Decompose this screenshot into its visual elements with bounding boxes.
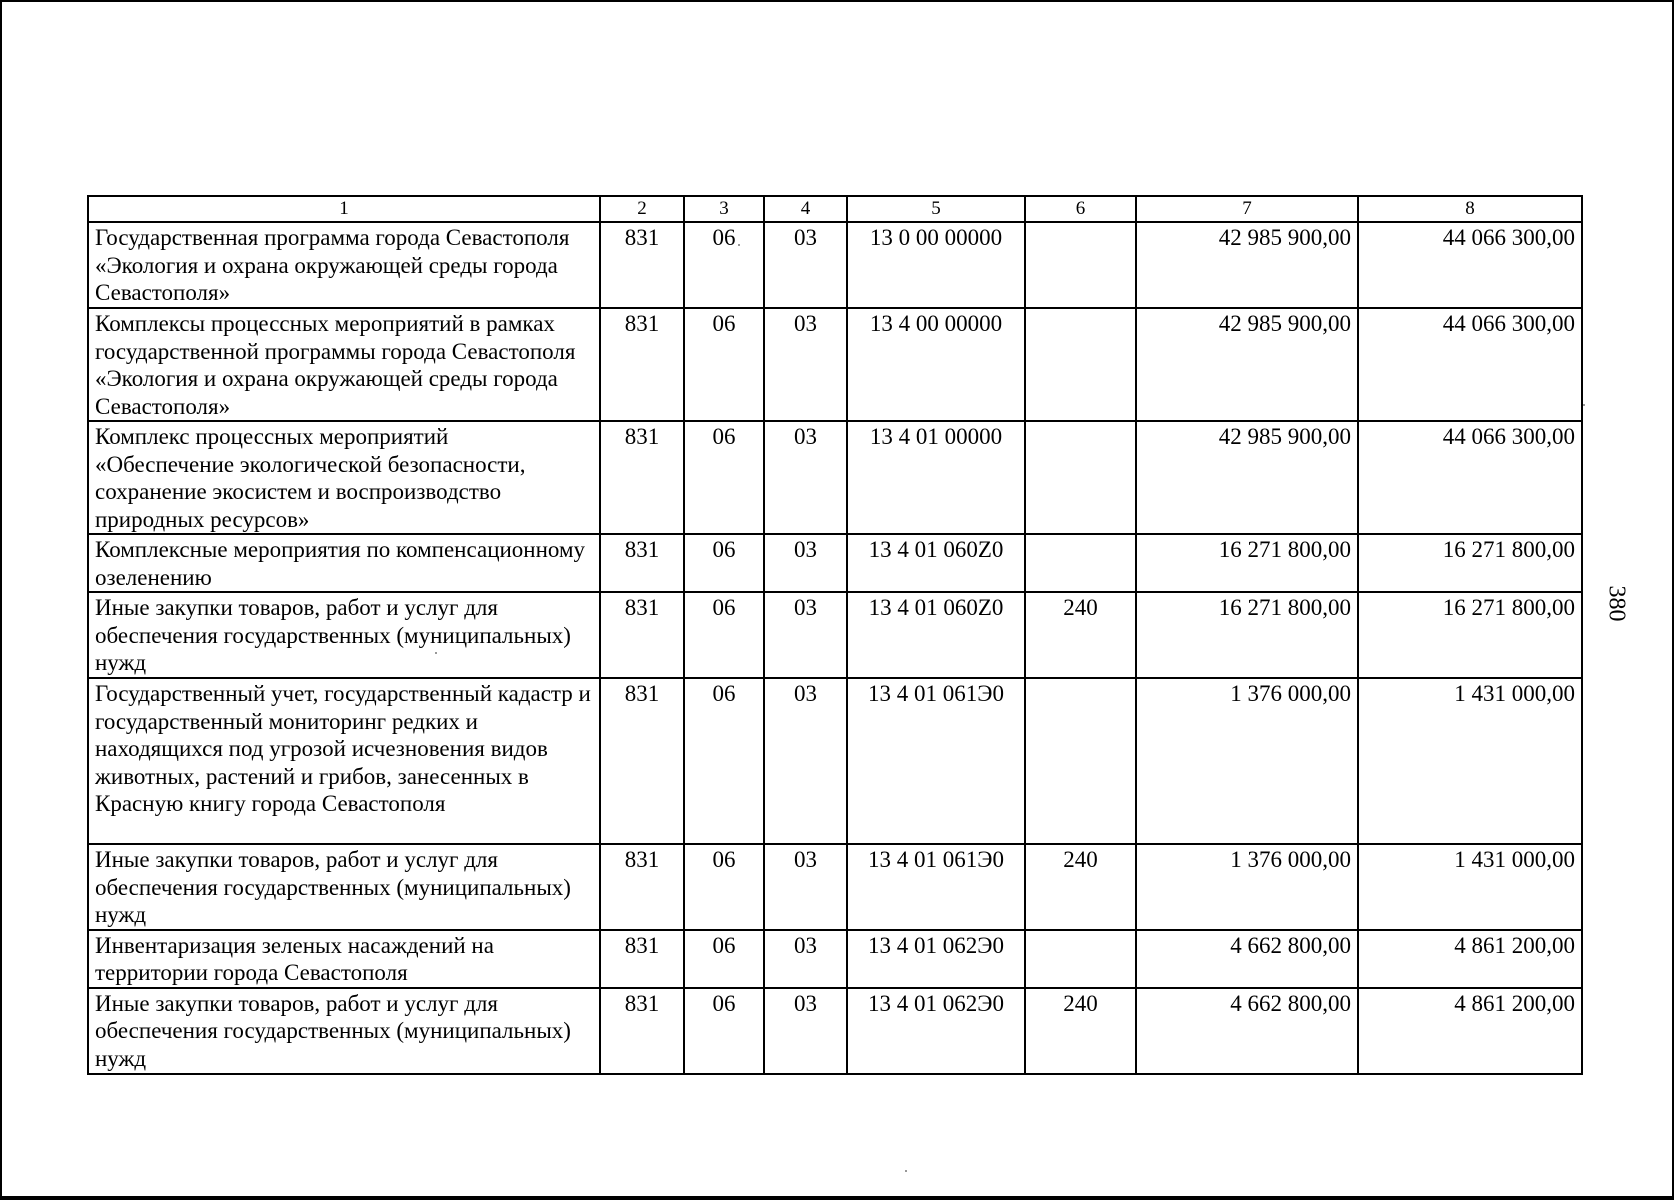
scan-border-top	[0, 0, 1674, 2]
row-name-cell: Иные закупки товаров, работ и услуг для обеспечения государственных (муниципальных) нужд	[88, 844, 600, 930]
scan-speck	[435, 652, 437, 654]
amount-cell: 1 431 000,00	[1358, 678, 1582, 844]
row-name-cell: Комплексы процессных мероприятий в рамках государственной программы города Севастополя «Экология и охрана окружающей среды города Севастополя»	[88, 308, 600, 421]
column-number: 8	[1358, 196, 1582, 222]
code-cell: 13 4 01 061Э0	[847, 844, 1025, 930]
row-name-cell: Комплекс процессных мероприятий «Обеспечение экологической безопасности, сохранение экосистем и воспроизводство природных ресурсов»	[88, 421, 600, 534]
code-cell: 13 4 01 061Э0	[847, 678, 1025, 844]
table-row	[88, 988, 1582, 1074]
scan-border-bottom	[0, 1196, 1674, 1200]
code-cell	[1025, 930, 1136, 988]
code-cell	[1025, 534, 1136, 592]
page-number: 380	[1603, 585, 1630, 622]
code-cell: 03	[764, 534, 847, 592]
column-number-row	[88, 196, 1582, 222]
table-row	[88, 844, 1582, 930]
code-cell	[1025, 678, 1136, 844]
code-cell: 13 4 01 060Z0	[847, 534, 1025, 592]
amount-cell: 44 066 300,00	[1358, 222, 1582, 308]
table-row	[88, 592, 1582, 678]
code-cell: 831	[600, 421, 684, 534]
code-cell: 831	[600, 534, 684, 592]
table-row	[88, 308, 1582, 421]
table-row	[88, 678, 1582, 844]
column-number: 5	[847, 196, 1025, 222]
row-name-cell: Комплексные мероприятия по компенсационному озеленению	[88, 534, 600, 592]
amount-cell: 42 985 900,00	[1136, 222, 1358, 308]
row-name-cell: Инвентаризация зеленых насаждений на территории города Севастополя	[88, 930, 600, 988]
code-cell: 13 4 00 00000	[847, 308, 1025, 421]
code-cell: 831	[600, 308, 684, 421]
code-cell: 03	[764, 222, 847, 308]
amount-cell: 16 271 800,00	[1358, 534, 1582, 592]
code-cell: 03	[764, 678, 847, 844]
amount-cell: 4 662 800,00	[1136, 930, 1358, 988]
table-row	[88, 421, 1582, 534]
table-row	[88, 534, 1582, 592]
amount-cell: 16 271 800,00	[1136, 592, 1358, 678]
code-cell: 06	[684, 844, 764, 930]
code-cell	[1025, 421, 1136, 534]
code-cell: 06	[684, 592, 764, 678]
code-cell: 06	[684, 421, 764, 534]
code-cell: 06	[684, 534, 764, 592]
amount-cell: 42 985 900,00	[1136, 308, 1358, 421]
column-number: 1	[88, 196, 600, 222]
column-number: 7	[1136, 196, 1358, 222]
code-cell: 13 4 01 062Э0	[847, 988, 1025, 1074]
row-name-cell: Государственный учет, государственный кадастр и государственный мониторинг редких и находящихся под угрозой исчезновения видов животных, растений и грибов, занесенных в Красную книгу города Севастополя	[88, 678, 600, 844]
amount-cell: 44 066 300,00	[1358, 308, 1582, 421]
code-cell: 06	[684, 930, 764, 988]
table-row	[88, 222, 1582, 308]
code-cell: 06	[684, 222, 764, 308]
amount-cell: 16 271 800,00	[1358, 592, 1582, 678]
code-cell: 13 0 00 00000	[847, 222, 1025, 308]
code-cell: 831	[600, 678, 684, 844]
scan-border-left	[0, 0, 2, 1200]
amount-cell: 4 662 800,00	[1136, 988, 1358, 1074]
code-cell: 240	[1025, 988, 1136, 1074]
code-cell: 03	[764, 308, 847, 421]
amount-cell: 42 985 900,00	[1136, 421, 1358, 534]
code-cell: 03	[764, 930, 847, 988]
scan-speck	[905, 1170, 907, 1172]
code-cell: 06	[684, 308, 764, 421]
column-number: 6	[1025, 196, 1136, 222]
code-cell: 03	[764, 844, 847, 930]
code-cell: 13 4 01 00000	[847, 421, 1025, 534]
code-cell: 03	[764, 592, 847, 678]
code-cell: 06	[684, 678, 764, 844]
amount-cell: 44 066 300,00	[1358, 421, 1582, 534]
code-cell	[1025, 308, 1136, 421]
column-number: 3	[684, 196, 764, 222]
code-cell: 831	[600, 930, 684, 988]
code-cell: 240	[1025, 592, 1136, 678]
code-cell: 13 4 01 060Z0	[847, 592, 1025, 678]
amount-cell: 4 861 200,00	[1358, 988, 1582, 1074]
code-cell: 831	[600, 844, 684, 930]
code-cell: 06	[684, 988, 764, 1074]
code-cell: 03	[764, 421, 847, 534]
column-number: 4	[764, 196, 847, 222]
code-cell: 831	[600, 222, 684, 308]
amount-cell: 16 271 800,00	[1136, 534, 1358, 592]
budget-table	[87, 195, 1583, 1075]
code-cell: 831	[600, 592, 684, 678]
code-cell: 831	[600, 988, 684, 1074]
row-name-cell: Иные закупки товаров, работ и услуг для обеспечения государственных (муниципальных) нужд	[88, 988, 600, 1074]
column-number: 2	[600, 196, 684, 222]
scan-speck	[738, 244, 740, 246]
code-cell: 240	[1025, 844, 1136, 930]
row-name-cell: Иные закупки товаров, работ и услуг для обеспечения государственных (муниципальных) нужд	[88, 592, 600, 678]
code-cell	[1025, 222, 1136, 308]
amount-cell: 1 376 000,00	[1136, 678, 1358, 844]
code-cell: 13 4 01 062Э0	[847, 930, 1025, 988]
code-cell: 03	[764, 988, 847, 1074]
amount-cell: 1 431 000,00	[1358, 844, 1582, 930]
amount-cell: 1 376 000,00	[1136, 844, 1358, 930]
amount-cell: 4 861 200,00	[1358, 930, 1582, 988]
scan-speck	[1583, 404, 1585, 406]
table-row	[88, 930, 1582, 988]
row-name-cell: Государственная программа города Севастополя «Экология и охрана окружающей среды города Севастополя»	[88, 222, 600, 308]
